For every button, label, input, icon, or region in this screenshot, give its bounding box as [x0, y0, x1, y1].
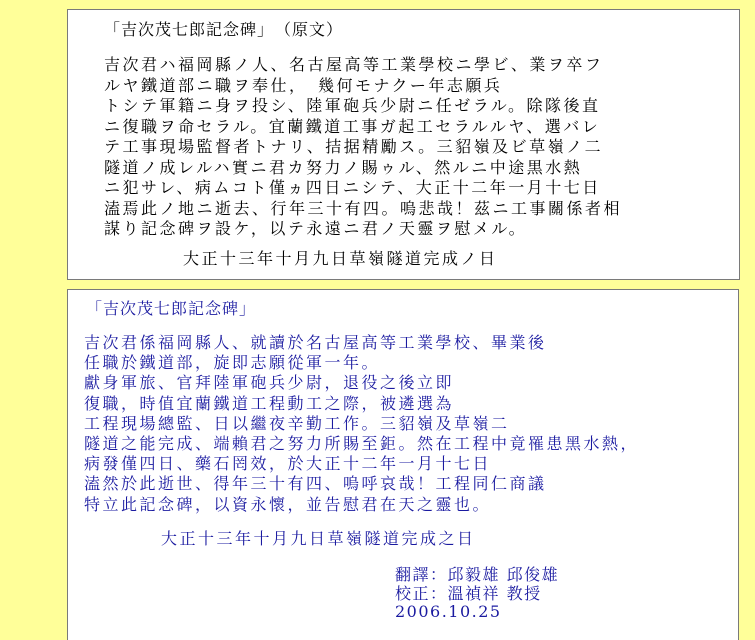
- original-title: 「吉次茂七郎記念碑」 （原文）: [104, 20, 344, 39]
- original-line: ニ犯サレ、病ムコト僅ヵ四日ニシテ、大正十二年一月十七日: [104, 178, 601, 197]
- credit-translators: 翻譯：邱毅雄 邱俊雄: [395, 565, 560, 584]
- translation-line: 工程現場總監、日以繼夜辛勤工作。三貂嶺及草嶺二: [84, 413, 510, 433]
- original-body: [104, 55, 622, 240]
- credit-date: 2006.10.25: [395, 602, 502, 621]
- translation-closing-date: 大正十三年十月九日草嶺隧道完成之日: [161, 529, 476, 548]
- original-line: 隧道ノ成レルハ實ニ君カ努力ノ賜ゥル、然ルニ中途黒水熱: [104, 157, 583, 177]
- translation-line: 溘然於此逝世、得年三十有四、嗚呼哀哉！工程同仁商議: [84, 474, 547, 494]
- original-line: 謀り記念碑ヲ設ケ，以テ永遠ニ君ノ天靈ヲ慰メル。: [104, 219, 528, 238]
- translation-body: [84, 333, 639, 515]
- original-line: ニ復職ヲ命セラル。宜蘭鐵道工事ガ起工セラルルヤ、選バレ: [104, 116, 601, 136]
- translation-line: 特立此記念碑，以資永懷，並告慰君在天之靈也。: [84, 494, 492, 514]
- translation-credits: [395, 566, 559, 622]
- translation-title: 「吉次茂七郎記念碑」: [86, 299, 257, 318]
- translation-line: 獻身軍旅、官拜陸軍砲兵少尉，退役之後立即: [84, 373, 455, 393]
- original-text-panel: [67, 9, 740, 280]
- original-line: 吉次君ハ福岡縣ノ人、名古屋高等工業學校ニ學ビ、業ヲ卒フ: [104, 55, 604, 74]
- translation-panel: [67, 289, 739, 640]
- original-line: 溘焉此ノ地ニ逝去、行年三十有四。嗚悲哉！茲ニ工事關係者相: [104, 198, 623, 218]
- translation-line: 任職於鐵道部，旋即志願從軍一年。: [84, 353, 381, 373]
- translation-line: 病發僅四日、藥石罔效，於大正十二年一月十七日: [84, 454, 492, 474]
- original-closing-date: 大正十三年十月九日草嶺隧道完成ノ日: [183, 249, 498, 268]
- original-line: ルヤ鐵道部ニ職ヲ奉仕， 幾何モナクー年志願兵: [104, 75, 503, 95]
- original-line: テ工事現場監督者トナリ、拮据精勵ス。三貂嶺及ビ草嶺ノ二: [104, 137, 604, 156]
- original-line: トシテ軍籍ニ身ヲ投シ、陸軍砲兵少尉ニ任ゼラル。除隊後直: [104, 96, 601, 115]
- credit-proofreader: 校正：溫禎祥 教授: [395, 583, 542, 603]
- translation-line: 復職，時值宜蘭鐵道工程動工之際，被遴選為: [84, 393, 455, 413]
- translation-line: 隧道之能完成、端賴君之努力所賜至鉅。然在工程中竟罹患黑水熱，: [84, 434, 640, 454]
- translation-line: 吉次君係福岡縣人、就讀於名古屋高等工業學校、畢業後: [84, 333, 547, 352]
